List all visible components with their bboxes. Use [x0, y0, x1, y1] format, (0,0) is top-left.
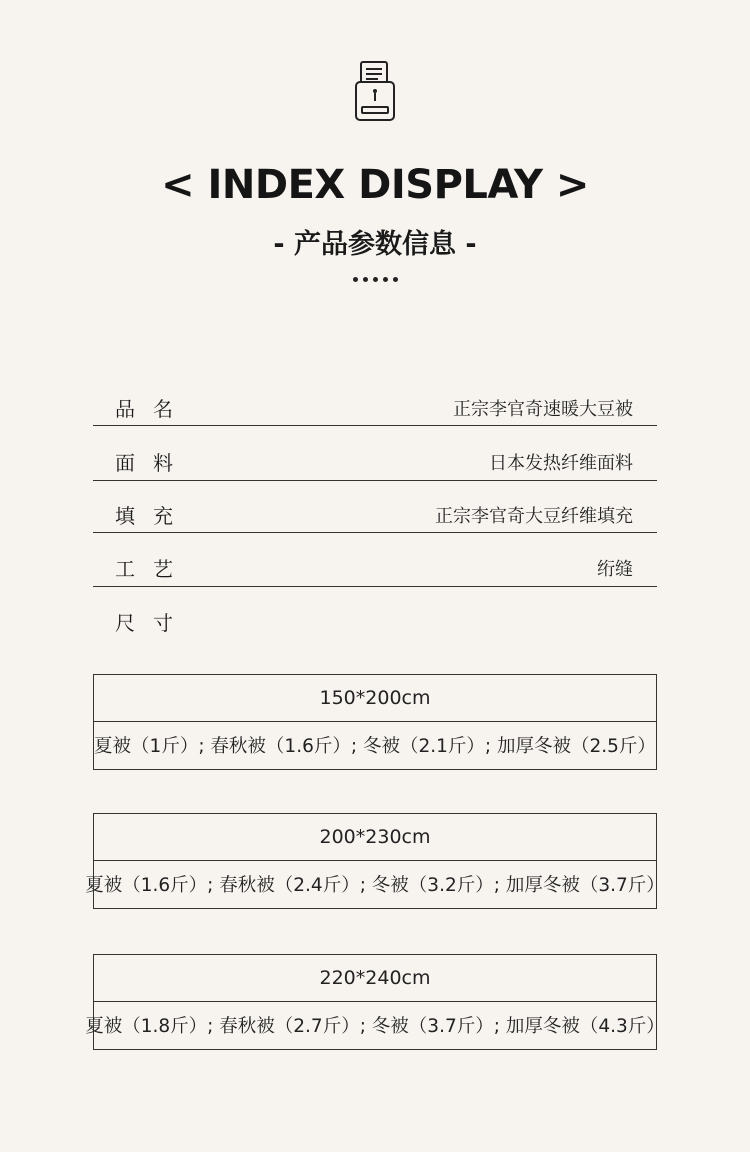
spec-value: 日本发热纤维面料	[489, 453, 633, 474]
spec-label: 工艺	[115, 557, 191, 581]
size-dimension: 220*240cm	[94, 955, 656, 1002]
spec-label: 品名	[115, 397, 191, 421]
spec-row-fabric	[93, 426, 657, 481]
spec-row-craft	[93, 533, 657, 587]
spec-value: 绗缝	[597, 559, 633, 580]
spec-row-name	[93, 385, 657, 426]
spec-label: 面料	[115, 451, 191, 475]
document-box-icon	[353, 58, 397, 122]
spec-label: 尺寸	[115, 611, 191, 635]
spec-value: 正宗李官奇速暖大豆被	[453, 399, 633, 420]
spec-label: 填充	[115, 504, 191, 528]
spec-row-filling	[93, 481, 657, 533]
spec-row-size	[93, 587, 657, 637]
dots-divider	[353, 277, 398, 283]
spec-value: 正宗李官奇大豆纤维填充	[435, 506, 633, 527]
size-table	[85, 813, 665, 909]
size-weights: 夏被（1斤）; 春秋被（1.6斤）; 冬被（2.1斤）; 加厚冬被（2.5斤）	[94, 736, 656, 757]
size-dimension: 200*230cm	[94, 814, 656, 861]
size-table	[93, 674, 657, 770]
size-dimension: 150*200cm	[94, 675, 656, 722]
size-weights: 夏被（1.8斤）; 春秋被（2.7斤）; 冬被（3.7斤）; 加厚冬被（4.3斤）	[85, 1016, 665, 1037]
size-weights: 夏被（1.6斤）; 春秋被（2.4斤）; 冬被（3.2斤）; 加厚冬被（3.7斤）	[85, 875, 665, 896]
size-table	[85, 954, 665, 1050]
page-title-en: < INDEX DISPLAY >	[161, 162, 589, 208]
page-subtitle-cn: - 产品参数信息 -	[273, 229, 477, 260]
